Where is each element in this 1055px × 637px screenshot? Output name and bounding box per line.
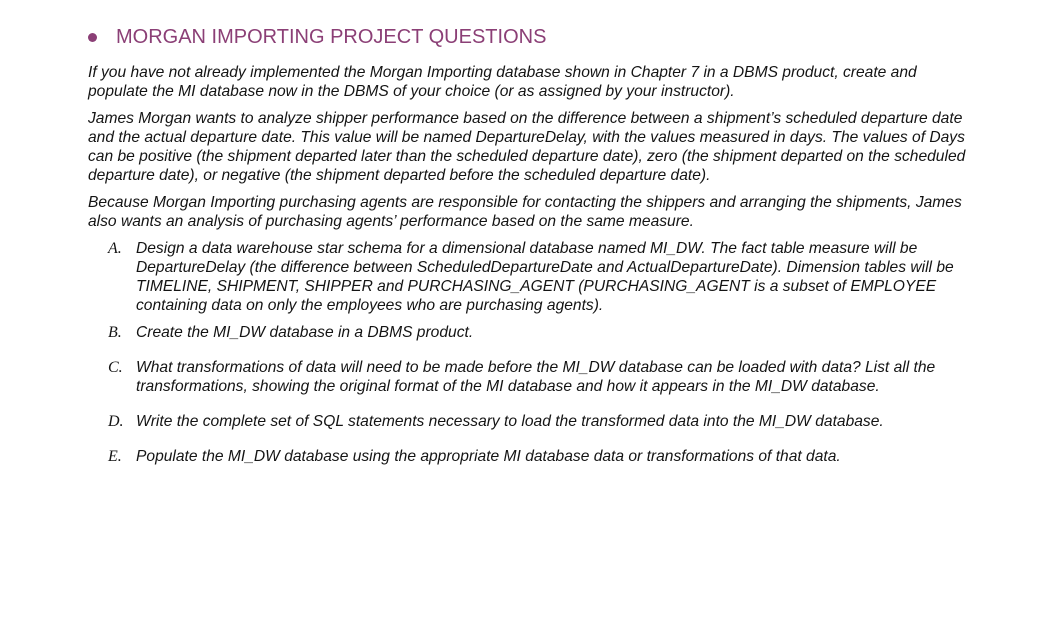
section-heading [88, 22, 973, 52]
question-item-b [88, 323, 973, 342]
question-marker: C. [108, 359, 123, 376]
question-item-a [88, 239, 973, 315]
document-page [88, 22, 973, 466]
section-title: MORGAN IMPORTING PROJECT QUESTIONS [116, 25, 547, 48]
question-item-e [88, 447, 973, 466]
question-marker: E. [108, 448, 122, 465]
question-marker: B. [108, 324, 122, 341]
question-text: Write the complete set of SQL statements necessary to load the transformed data into the MI_DW database. [136, 413, 884, 430]
question-marker: A. [108, 240, 122, 257]
question-text: Design a data warehouse star schema for a dimensional database named MI_DW. The fact table measure will be DepartureDelay (the difference between ScheduledDepartureDate and ActualDepartureDate). Dimension tables will be TIMELINE, SHIPMENT, SHIPPER and PURCHASING_AGENT (PURCHASING_AGENT is a subset of EMPLOYEE containing data on only the employees who are purchasing agents). [136, 240, 954, 314]
question-text: What transformations of data will need to be made before the MI_DW database can be loaded with data? List all the transformations, showing the original format of the MI database and how it appears in the MI_DW database. [136, 359, 936, 395]
question-item-c [88, 358, 973, 396]
question-item-d [88, 412, 973, 431]
agent-analysis-paragraph: Because Morgan Importing purchasing agents are responsible for contacting the shippers and arranging the shipments, James also wants an analysis of purchasing agents’ performance based on the same measure. [88, 194, 962, 230]
question-marker: D. [108, 413, 124, 430]
question-text: Create the MI_DW database in a DBMS product. [136, 324, 474, 341]
question-text: Populate the MI_DW database using the appropriate MI database data or transformations of that data. [136, 448, 841, 465]
intro-paragraph: If you have not already implemented the Morgan Importing database shown in Chapter 7 in a DBMS product, create and populate the MI database now in the DBMS of your choice (or as assigned by your instructor). [88, 64, 917, 100]
bullet-dot-icon [88, 33, 97, 42]
shipper-analysis-paragraph: James Morgan wants to analyze shipper performance based on the difference between a shipment’s scheduled departure date and the actual departure date. This value will be named DepartureDelay, with the values measured in days. The values of Days can be positive (the shipment departed later than the scheduled departure date), zero (the shipment departed on the scheduled departure date), or negative (the shipment departed before the scheduled departure date). [88, 110, 966, 184]
